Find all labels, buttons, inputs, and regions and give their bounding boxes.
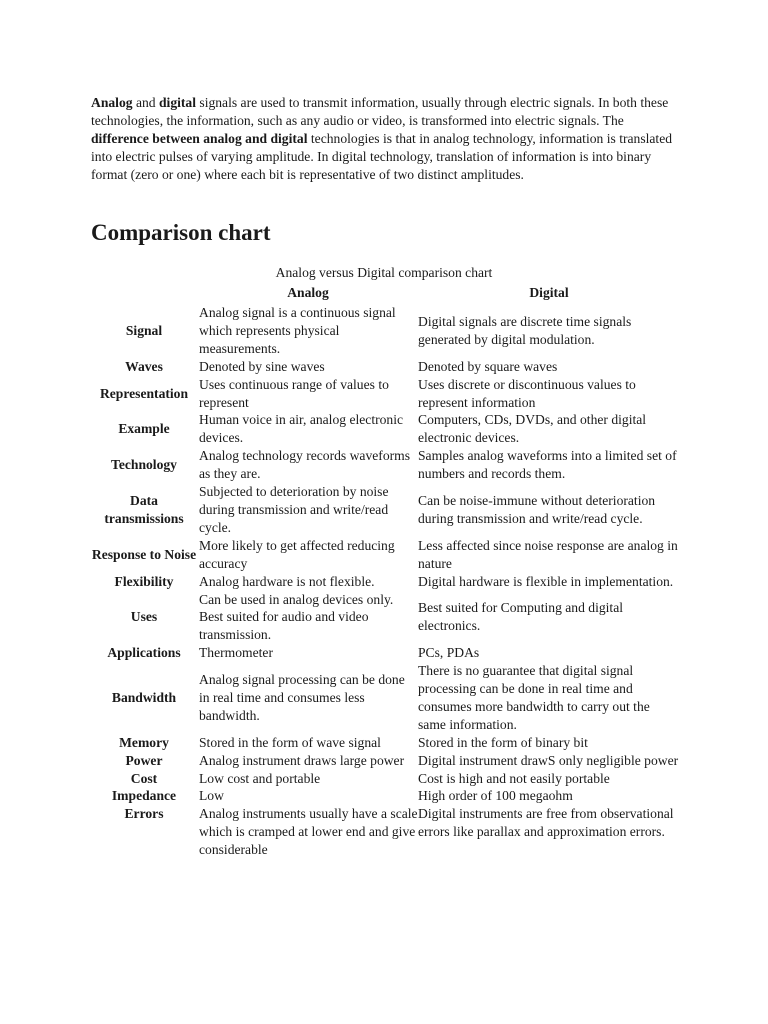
analog-cell: Analog technology records waveforms as they are.	[199, 448, 411, 482]
table-row	[90, 787, 680, 805]
digital-cell: Cost is high and not easily portable	[418, 770, 610, 786]
table-row	[90, 304, 680, 358]
section-heading: Comparison chart	[91, 220, 271, 245]
table-row	[90, 591, 680, 645]
analog-cell: Analog signal is a continuous signal which represents physical measurements.	[199, 305, 396, 356]
analog-cell: Stored in the form of wave signal	[199, 734, 381, 750]
analog-term: Analog	[91, 95, 133, 110]
row-attribute: Example	[118, 421, 170, 437]
analog-cell: Uses continuous range of values to represent	[199, 376, 389, 410]
row-attribute: Bandwidth	[111, 689, 177, 705]
difference-phrase: difference between analog and digital	[91, 130, 308, 146]
digital-cell: Best suited for Computing and digital electronics.	[418, 600, 624, 634]
analog-cell: Subjected to deterioration by noise during transmission and write/read cycle.	[199, 484, 389, 535]
row-attribute: Cost	[130, 770, 158, 786]
digital-cell: Computers, CDs, DVDs, and other digital electronic devices.	[418, 412, 647, 446]
digital-cell: Denoted by square waves	[418, 358, 558, 374]
analog-cell: Analog instruments usually have a scale which is cramped at lower end and give considerable	[199, 806, 418, 858]
column-header-digital: Digital	[529, 285, 569, 300]
row-attribute: Impedance	[111, 788, 177, 804]
table-column-headers	[0, 284, 768, 302]
intro-paragraph	[91, 94, 683, 184]
row-attribute: Uses	[130, 609, 158, 625]
digital-cell: Digital instruments are free from observational errors like parallax and approximation errors.	[418, 806, 674, 840]
table-row	[90, 752, 680, 770]
analog-cell: Low	[199, 788, 224, 804]
table-row	[90, 734, 680, 752]
analog-cell: Analog instrument draws large power	[199, 752, 405, 768]
table-row	[90, 358, 680, 376]
digital-cell: Digital hardware is flexible in implementation.	[418, 573, 674, 589]
row-attribute: Memory	[119, 734, 169, 750]
analog-cell: Low cost and portable	[199, 770, 321, 786]
digital-cell: Digital signals are discrete time signals generated by digital modulation.	[418, 313, 632, 347]
analog-cell: Can be used in analog devices only. Best suited for audio and video transmission.	[199, 591, 394, 643]
table-row	[90, 644, 680, 662]
digital-cell: High order of 100 megaohm	[418, 788, 573, 804]
row-attribute: Flexibility	[114, 573, 174, 589]
digital-cell: Uses discrete or discontinuous values to represent information	[418, 376, 636, 410]
row-attribute: Applications	[107, 645, 181, 661]
row-attribute: Response to Noise	[91, 546, 197, 562]
row-attribute: Representation	[99, 385, 189, 401]
table-row	[90, 411, 680, 447]
comparison-table	[90, 304, 680, 859]
column-header-analog: Analog	[287, 285, 329, 300]
digital-cell: Less affected since noise response are analog in nature	[418, 537, 678, 571]
analog-cell: Thermometer	[199, 645, 273, 661]
row-attribute: Power	[125, 752, 163, 768]
row-attribute: Technology	[111, 457, 177, 473]
analog-cell: Analog hardware is not flexible.	[199, 573, 375, 589]
table-row	[90, 770, 680, 788]
analog-cell: More likely to get affected reducing accuracy	[199, 537, 395, 571]
row-attribute: Signal	[125, 322, 163, 338]
intro-and: and	[132, 95, 159, 110]
digital-cell: Can be noise-immune without deterioration during transmission and write/read cycle.	[418, 493, 656, 526]
digital-cell: There is no guarantee that digital signal processing can be done in real time and consumes more bandwidth to carry out the same information.	[418, 663, 650, 732]
analog-cell: Denoted by sine waves	[199, 358, 325, 374]
row-attribute: Errors	[124, 806, 164, 822]
table-row	[90, 805, 680, 859]
intro-text-2: technologies is that in analog technology, information is translated into electric pulses of varying amplitude. In digital technology, translation of information is into binary format (zero or one) where each bit is representative of two distinct amplitudes.	[91, 130, 673, 182]
table-row	[90, 483, 680, 537]
analog-cell: Human voice in air, analog electronic devices.	[199, 412, 404, 446]
table-caption: Analog versus Digital comparison chart	[275, 265, 493, 280]
digital-cell: Samples analog waveforms into a limited set of numbers and records them.	[418, 448, 677, 482]
row-attribute: Waves	[125, 358, 163, 374]
table-row	[90, 662, 680, 734]
row-attribute: Data transmissions	[104, 493, 184, 526]
table-row	[90, 447, 680, 483]
intro-text-1: signals are used to transmit information, usually through electric signals. In both these technologies, the information, such as any audio or video, is transformed into electric signals. The	[91, 95, 669, 128]
analog-cell: Analog signal processing can be done in real time and consumes less bandwidth.	[199, 672, 405, 723]
digital-cell: Digital instrument drawS only negligible power	[418, 752, 679, 768]
digital-cell: PCs, PDAs	[418, 645, 480, 661]
digital-cell: Stored in the form of binary bit	[418, 734, 588, 750]
digital-term: digital	[158, 95, 196, 110]
table-row	[90, 537, 680, 573]
table-row	[90, 573, 680, 591]
table-row	[90, 376, 680, 412]
